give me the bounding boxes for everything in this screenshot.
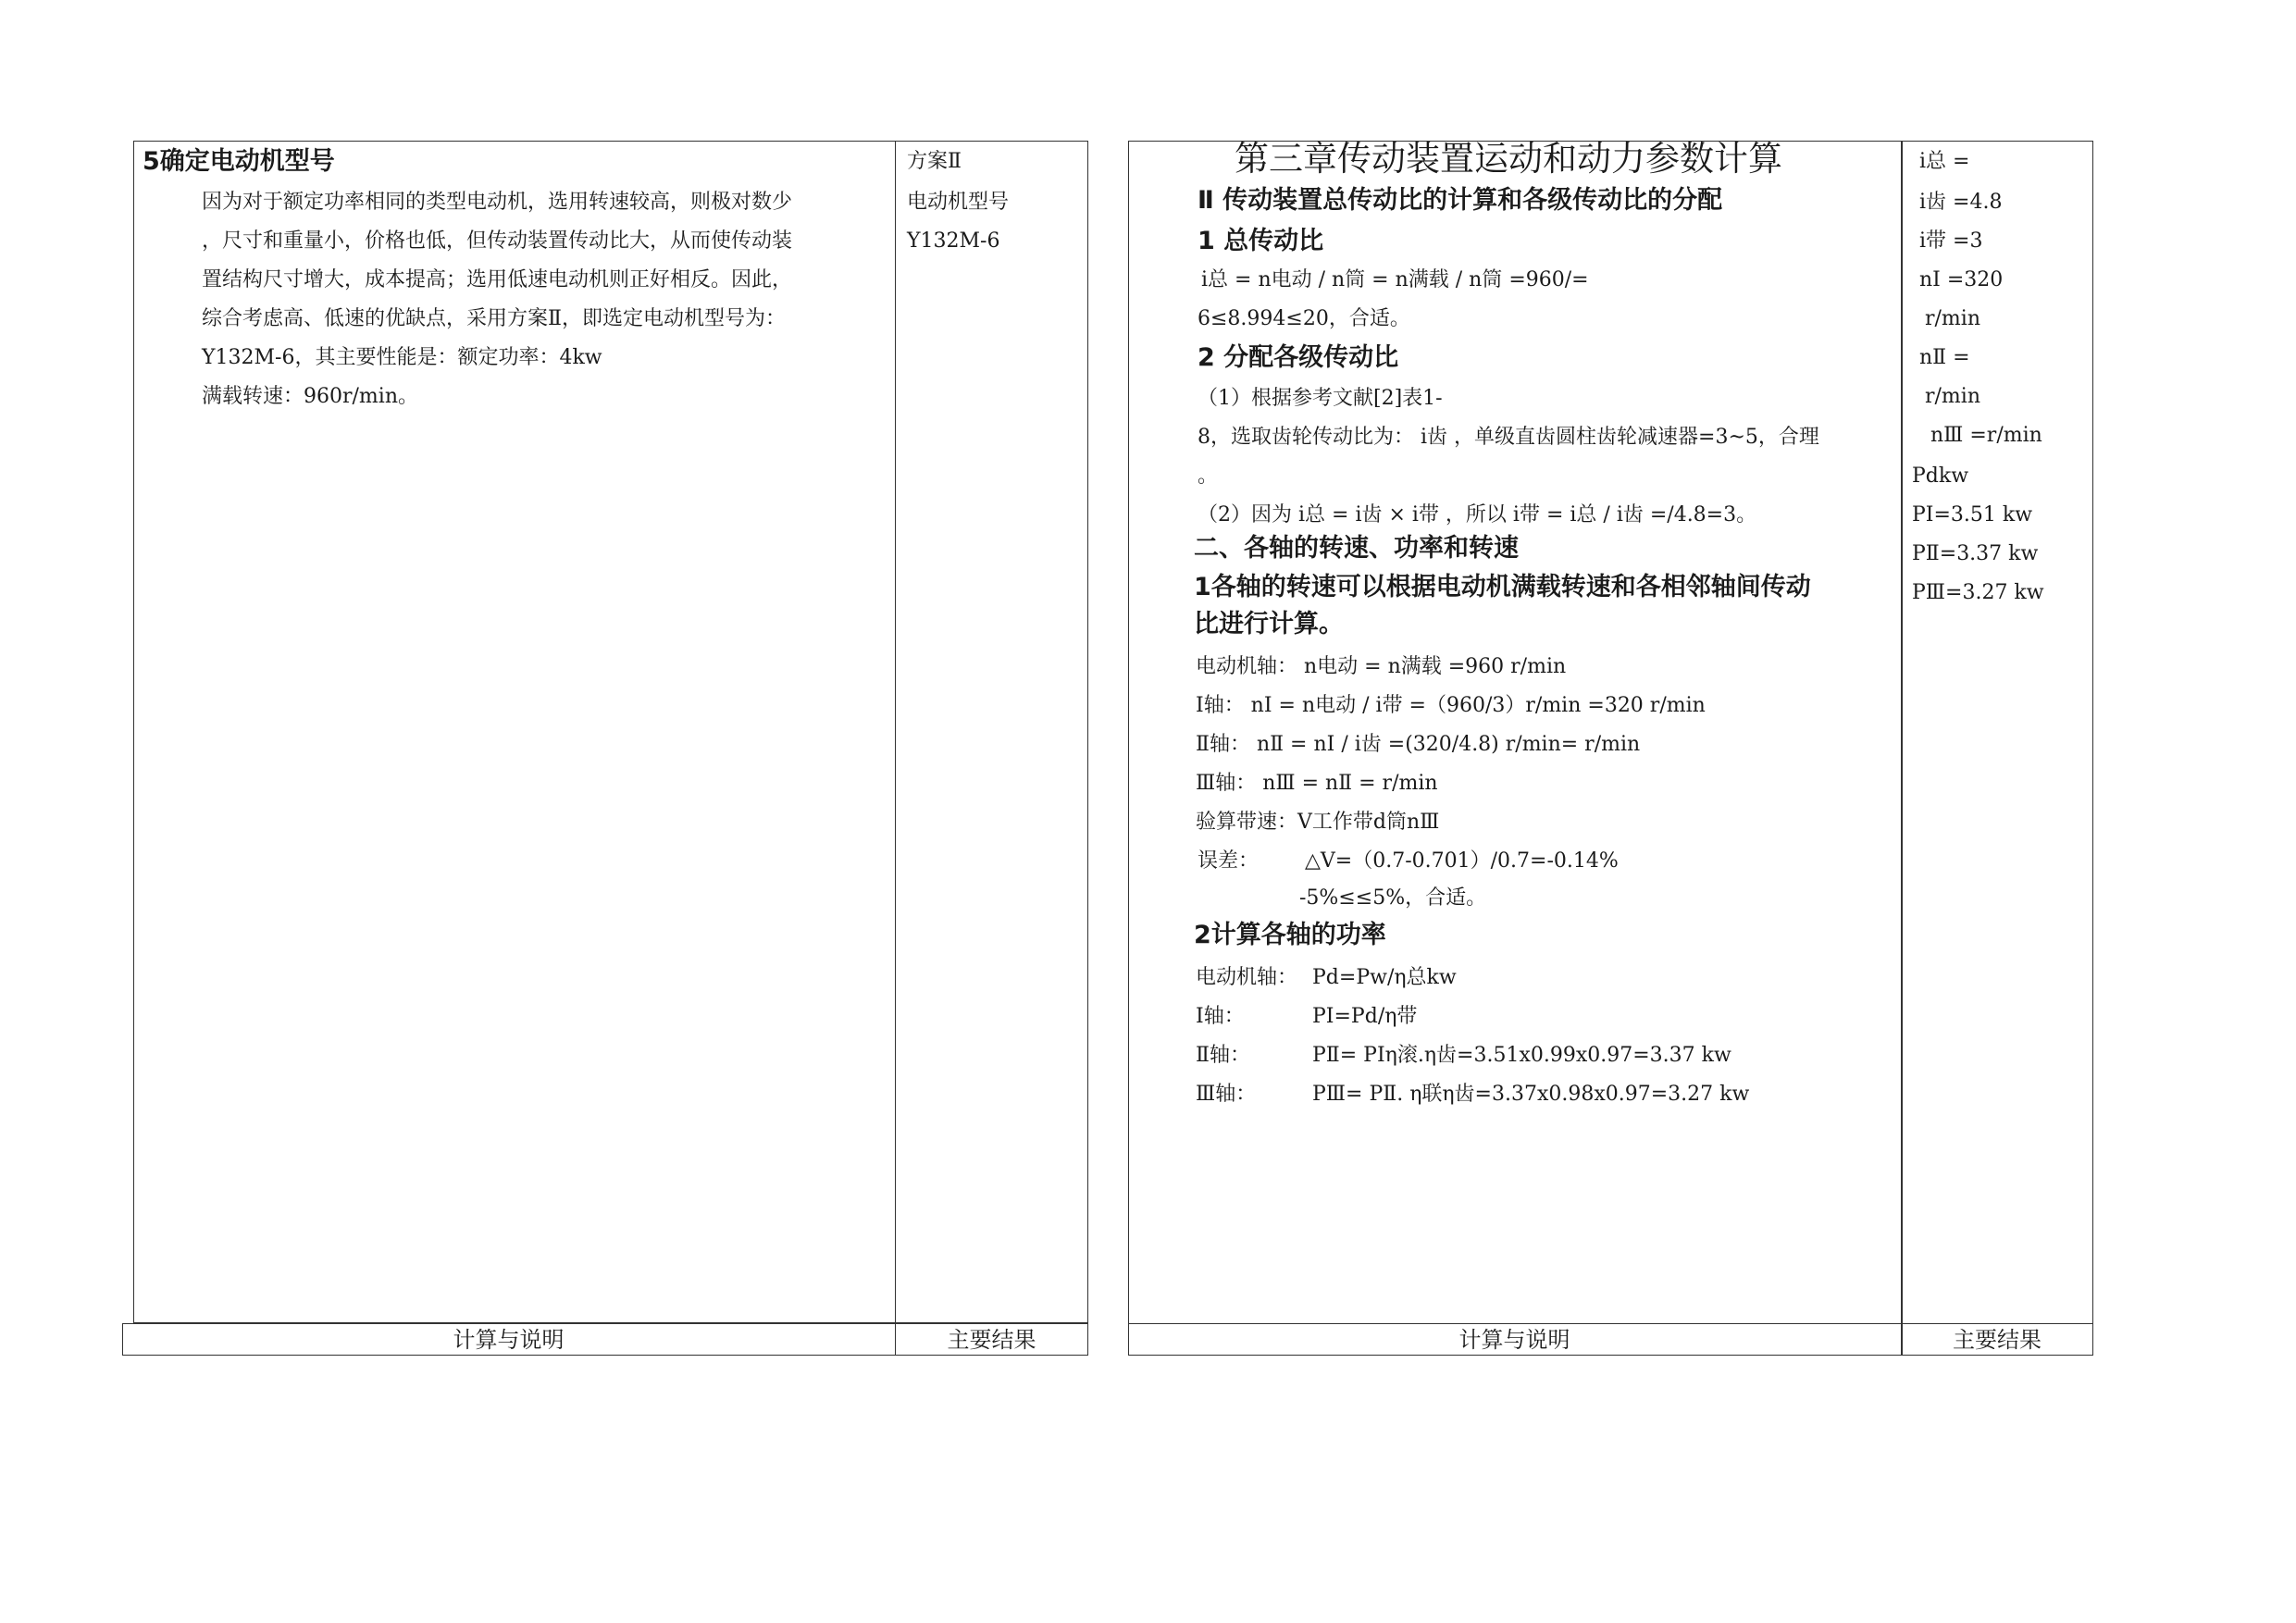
belt-speed-check: 验算带速：V工作带d筒nⅢ <box>1196 811 1440 834</box>
left-body-line: ，尺寸和重量小，价格也低，但传动装置传动比大，从而使传动装 <box>202 229 793 253</box>
power-label: Ⅱ轴： <box>1196 1044 1250 1067</box>
power-label: 电动机轴： <box>1196 966 1298 989</box>
error-label: 误差： <box>1198 849 1260 873</box>
distribution-text: （1）根据参考文献[2]表1- <box>1198 387 1443 410</box>
power-label: Ⅲ轴： <box>1196 1083 1257 1106</box>
power-value: PⅠ=Pd/η带 <box>1312 1005 1418 1028</box>
shaft-speed-line: Ⅰ轴： nⅠ = n电动 / i带 =（960/3）r/min =320 r/min <box>1196 694 1706 717</box>
shaft-speed-line: 电动机轴： n电动 = n满载 =960 r/min <box>1196 655 1567 678</box>
right-result-item: nⅡ = <box>1919 346 1970 369</box>
right-result-item: i齿 =4.8 <box>1919 191 2003 214</box>
left-result-item: Y132M-6 <box>907 229 1000 253</box>
right-result-item: i总 = <box>1919 150 1970 173</box>
chapter-title: 第三章传动装置运动和动力参数计算 <box>1235 139 1782 179</box>
left-body-line: 综合考虑高、低速的优缺点，采用方案Ⅱ，即选定电动机型号为： <box>202 307 786 330</box>
subsection-heading: 1 总传动比 <box>1198 227 1324 255</box>
right-result-item: PⅠ=3.51 kw <box>1912 503 2033 527</box>
right-column-divider <box>1901 141 1903 1356</box>
section-heading: 二、各轴的转速、功率和转速 <box>1194 534 1519 563</box>
power-value: Pd=Pw/η总kw <box>1312 966 1457 989</box>
subsection-heading: 2 分配各级传动比 <box>1198 343 1399 372</box>
right-result-item: PⅢ=3.27 kw <box>1912 581 2044 604</box>
left-footer-calc-label: 计算与说明 <box>453 1327 565 1353</box>
section-heading: Ⅱ 传动装置总传动比的计算和各级传动比的分配 <box>1198 186 1723 215</box>
right-result-item: nⅠ =320 <box>1919 268 2004 291</box>
left-body-line: 因为对于额定功率相同的类型电动机，选用转速较高，则极对数少 <box>202 191 793 214</box>
distribution-text: 。 <box>1198 465 1219 488</box>
power-label: Ⅰ轴： <box>1196 1005 1245 1028</box>
right-result-item: PⅡ=3.37 kw <box>1912 542 2039 565</box>
left-body-line: 满载转速：960r/min。 <box>202 385 418 408</box>
right-result-item: Pdkw <box>1912 465 1969 488</box>
right-result-item: r/min <box>1925 385 1980 408</box>
left-column-divider <box>895 141 896 1356</box>
shaft-speed-line: Ⅲ轴： nⅢ = nⅡ = r/min <box>1196 772 1438 795</box>
left-body-line: 置结构尺寸增大，成本提高；选用低速电动机则正好相反。因此， <box>202 268 793 291</box>
error-value: △V=（0.7-0.701）/0.7=-0.14% <box>1305 849 1619 873</box>
right-result-item: nⅢ =r/min <box>1930 424 2042 447</box>
total-ratio-check: 6≤8.994≤20，合适。 <box>1198 307 1410 330</box>
shaft-speed-line: Ⅱ轴： nⅡ = nⅠ / i齿 =(320/4.8) r/min= r/min <box>1196 733 1641 756</box>
left-heading: 5确定电动机型号 <box>143 147 335 176</box>
subsection-heading: 比进行计算。 <box>1194 610 1344 638</box>
subsection-heading: 2计算各轴的功率 <box>1194 921 1386 949</box>
right-result-item: r/min <box>1925 307 1980 330</box>
power-value: PⅢ= PⅡ. η联η齿=3.37x0.98x0.97=3.27 kw <box>1312 1083 1750 1106</box>
right-footer-results-label: 主要结果 <box>1953 1327 2042 1353</box>
formula-belt-ratio: （2）因为 i总 = i齿 × i带 ，所以 i带 = i总 / i齿 =/4.8=3。 <box>1198 503 1757 527</box>
left-footer-results-label: 主要结果 <box>947 1327 1036 1353</box>
formula-total-ratio: i总 = n电动 / n筒 = n满载 / n筒 =960/= <box>1201 268 1589 291</box>
left-result-item: 方案Ⅱ <box>907 150 962 173</box>
subsection-heading: 1各轴的转速可以根据电动机满载转速和各相邻轴间传动 <box>1194 573 1811 601</box>
error-check: -5%≤≤5%，合适。 <box>1299 886 1487 910</box>
right-result-item: i带 =3 <box>1919 229 1983 253</box>
left-body-line: Y132M-6，其主要性能是：额定功率：4kw <box>202 346 602 369</box>
power-value: PⅡ= PⅠη滚.η齿=3.51x0.99x0.97=3.37 kw <box>1312 1044 1731 1067</box>
left-result-item: 电动机型号 <box>907 191 1010 214</box>
right-footer-calc-label: 计算与说明 <box>1458 1327 1570 1353</box>
distribution-text: 8，选取齿轮传动比为： i齿 ，单级直齿圆柱齿轮减速器=3~5，合理 <box>1198 426 1819 449</box>
